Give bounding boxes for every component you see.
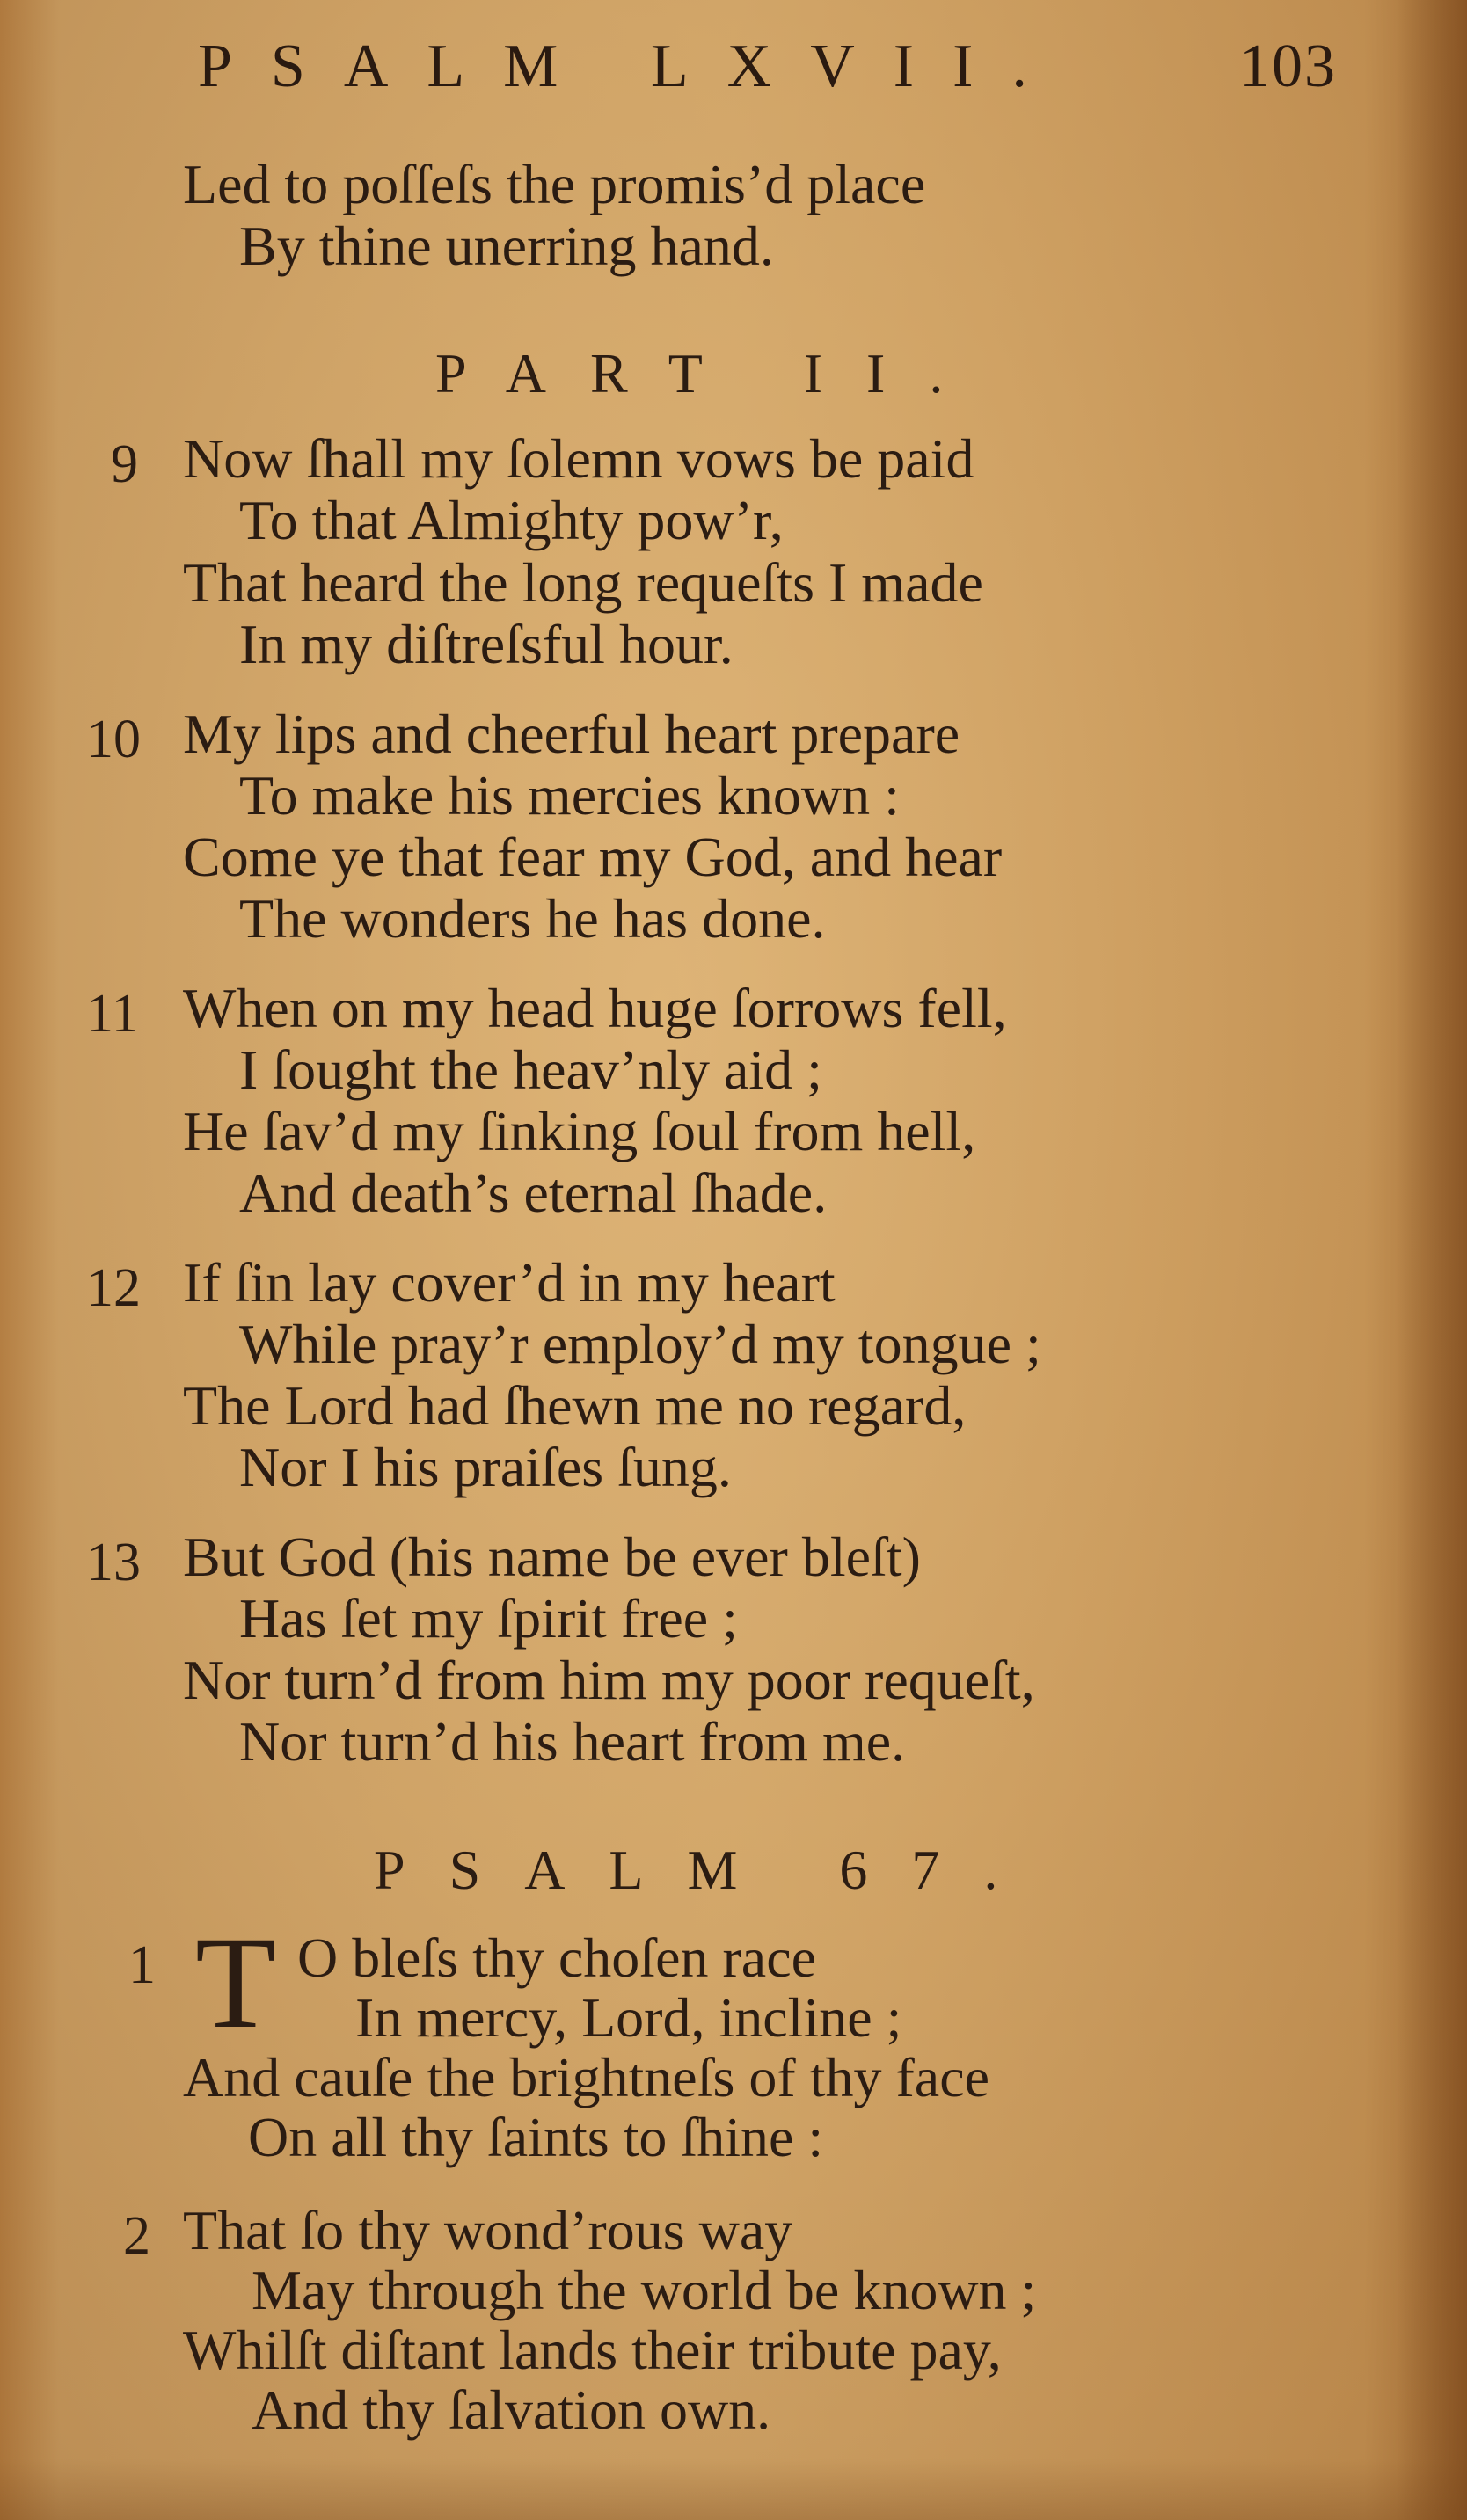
running-head: PSALM LXVII. [198,33,1066,100]
verse-line: Has ſet my ſpirit free ; [239,1587,738,1650]
verse-line: The wonders he has done. [239,887,826,950]
page-number: 103 [1239,33,1337,100]
verse-number: 1 [128,1935,156,1995]
verse-line: On all thy ſaints to ſhine : [248,2106,824,2168]
verse-line: In my diſtreſsful hour. [239,613,734,675]
drop-cap: T [195,1910,276,2056]
part-heading: PART II. [435,342,988,404]
verse-line: But God (his name be ever bleſt) [183,1526,921,1588]
verse-line: While pray’r employ’d my tongue ; [239,1313,1041,1375]
verse-line: To that Almighty pow’r, [239,489,784,551]
page-header [176,25,1337,121]
verse-line: To make his mercies known : [239,764,900,827]
verse-line: And death’s eternal ſhade. [239,1162,828,1224]
verse-line: In mercy, Lord, incline ; [355,1986,902,2049]
verse-line: That ſo thy wond’rous way [183,2199,793,2261]
verse-line: I ſought the heav’nly aid ; [239,1038,822,1101]
verse-line: If ſin lay cover’d in my heart [183,1251,836,1314]
verse-line: When on my head huge ſorrows fell, [183,977,1007,1039]
psalm-heading: PSALM 67. [374,1839,1042,1901]
verse-line: My lips and cheerful heart prepare [183,703,960,765]
page-edge-shadow [1397,0,1467,2520]
verse-line: He ſav’d my ſinking ſoul from hell, [183,1100,976,1162]
verse-line: O bleſs thy choſen race [297,1926,816,1989]
page-bottom-shadow [0,2458,1467,2520]
verse-line: Nor I his praiſes ſung. [239,1436,732,1498]
verse-line: May through the world be known ; [252,2259,1037,2321]
verse-line: Now ſhall my ſolemn vows be paid [183,427,974,490]
verse-line: Nor turn’d from him my poor requeſt, [183,1649,1035,1711]
verse-number: 2 [123,2206,150,2266]
verse-line: Nor turn’d his heart from me. [239,1710,906,1773]
verse-line: That heard the long requeſts I made [183,551,983,614]
verse-line: Come ye that fear my God, and hear [183,826,1003,888]
verse-number: 12 [86,1258,141,1318]
verse-number: 11 [86,984,139,1044]
verse-line: Whilſt diſtant lands their tribute pay, [183,2319,1002,2381]
verse-line: The Lord had ſhewn me no regard, [183,1374,967,1437]
verse-line: And cauſe the brightneſs of thy face [183,2046,989,2108]
verse-line: By thine unerring hand. [239,215,774,277]
verse-number: 10 [86,710,141,769]
verse-number: 9 [111,434,138,494]
verse-line: And thy ſalvation own. [252,2378,771,2441]
verse-line: Led to poſſeſs the promis’d place [183,153,926,215]
verse-number: 13 [86,1533,141,1592]
